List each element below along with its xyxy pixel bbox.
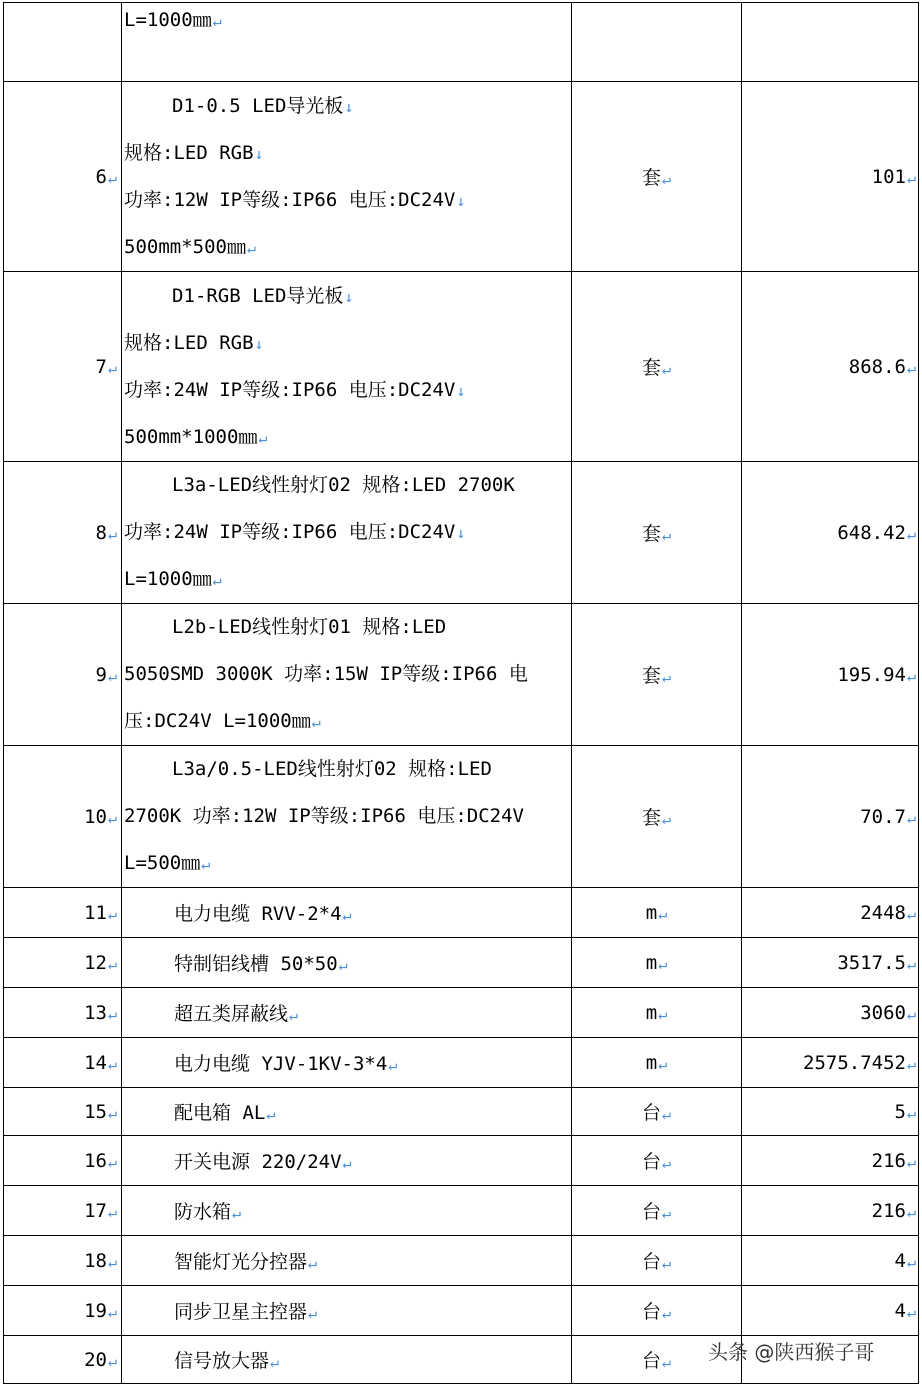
description-line: 同步卫星主控器 — [174, 1301, 308, 1323]
item-quantity: 101↵ — [742, 82, 919, 272]
row-number — [4, 3, 122, 82]
description-line: L=1000㎜ — [124, 568, 212, 590]
materials-table — [3, 2, 919, 1384]
item-unit: 台↵ — [572, 1336, 742, 1384]
item-unit: m↵ — [572, 938, 742, 988]
item-unit: 台↵ — [572, 1186, 742, 1236]
item-description: 开关电源 220/24V↵ — [122, 1136, 572, 1186]
item-quantity: 648.42↵ — [742, 462, 919, 604]
item-quantity: 216↵ — [742, 1136, 919, 1186]
item-quantity — [742, 3, 919, 82]
row-number: 10↵ — [4, 746, 122, 888]
row-number: 13↵ — [4, 988, 122, 1038]
description-line: L3a/0.5-LED线性射灯02 规格:LED — [172, 758, 492, 780]
item-unit: 台↵ — [572, 1236, 742, 1286]
item-description: 同步卫星主控器↵ — [122, 1286, 572, 1336]
row-number: 14↵ — [4, 1038, 122, 1088]
description-line: 配电箱 AL — [174, 1102, 266, 1124]
description-line: 功率:24W IP等级:IP66 电压:DC24V — [124, 521, 456, 543]
table-row — [4, 1286, 919, 1336]
row-number: 19↵ — [4, 1286, 122, 1336]
description-line: 规格:LED RGB — [124, 141, 254, 164]
table-row — [4, 604, 919, 746]
item-quantity: 70.7↵ — [742, 746, 919, 888]
item-description: L=1000㎜↵ — [122, 3, 572, 82]
description-line: 超五类屏蔽线 — [174, 1003, 289, 1025]
item-quantity: 5↵ — [742, 1088, 919, 1136]
item-unit — [572, 3, 742, 82]
row-number: 20↵ — [4, 1336, 122, 1384]
table-row — [4, 82, 919, 272]
item-unit: 套↵ — [572, 272, 742, 462]
item-unit: m↵ — [572, 1038, 742, 1088]
row-number: 9↵ — [4, 604, 122, 746]
item-description: 超五类屏蔽线↵ — [122, 988, 572, 1038]
row-number: 6↵ — [4, 82, 122, 272]
description-line: 开关电源 220/24V — [174, 1151, 342, 1173]
item-description: L3a/0.5-LED线性射灯02 规格:LED 2700K 功率:12W IP等级:IP66 电压:DC24V L=500㎜↵ — [122, 746, 572, 888]
table-row — [4, 462, 919, 604]
item-unit: m↵ — [572, 988, 742, 1038]
item-description: 特制铝线槽 50*50↵ — [122, 938, 572, 988]
item-description: 智能灯光分控器↵ — [122, 1236, 572, 1286]
item-quantity: 195.94↵ — [742, 604, 919, 746]
item-quantity: 868.6↵ — [742, 272, 919, 462]
item-description: 信号放大器↵ — [122, 1336, 572, 1384]
description-line: 功率:24W IP等级:IP66 电压:DC24V — [124, 378, 456, 401]
table-row — [4, 272, 919, 462]
item-unit: 台↵ — [572, 1136, 742, 1186]
item-quantity: 4↵ — [742, 1236, 919, 1286]
item-description: D1-RGB LED导光板↓ 规格:LED RGB↓ 功率:24W IP等级:IP66 电压:DC24V↓ 500mm*1000㎜↵ — [122, 272, 572, 462]
description-line: 规格:LED RGB — [124, 331, 254, 354]
description-line: 500mm*1000㎜ — [124, 425, 258, 448]
item-description: 配电箱 AL↵ — [122, 1088, 572, 1136]
description-line: 信号放大器 — [174, 1350, 270, 1372]
item-description: 电力电缆 RVV-2*4↵ — [122, 888, 572, 938]
row-number: 8↵ — [4, 462, 122, 604]
description-line: D1-0.5 LED导光板 — [172, 94, 344, 117]
description-line: D1-RGB LED导光板 — [172, 284, 344, 307]
description-line: 特制铝线槽 50*50 — [174, 953, 338, 975]
item-quantity: 3517.5↵ — [742, 938, 919, 988]
table-row — [4, 1136, 919, 1186]
table-row — [4, 1186, 919, 1236]
description-line: 防水箱 — [174, 1201, 232, 1223]
item-unit: 套↵ — [572, 746, 742, 888]
item-quantity: 2575.7452↵ — [742, 1038, 919, 1088]
item-unit: 套↵ — [572, 82, 742, 272]
description-line: 功率:12W IP等级:IP66 电压:DC24V — [124, 188, 456, 211]
table-row — [4, 1236, 919, 1286]
description-line: 智能灯光分控器 — [174, 1251, 308, 1273]
table-row — [4, 3, 919, 82]
description-line: L2b-LED线性射灯01 规格:LED — [172, 616, 447, 638]
description-line: L=1000㎜ — [124, 9, 212, 31]
row-number: 17↵ — [4, 1186, 122, 1236]
item-description: L3a-LED线性射灯02 规格:LED 2700K 功率:24W IP等级:IP66 电压:DC24V↓ L=1000㎜↵ — [122, 462, 572, 604]
item-unit: 台↵ — [572, 1286, 742, 1336]
description-line: 500mm*500㎜ — [124, 235, 246, 258]
description-line: L=500㎜ — [124, 852, 201, 874]
description-line: 压:DC24V L=1000㎜ — [124, 710, 311, 732]
table-row — [4, 938, 919, 988]
item-description: D1-0.5 LED导光板↓ 规格:LED RGB↓ 功率:12W IP等级:IP66 电压:DC24V↓ 500mm*500㎜↵ — [122, 82, 572, 272]
row-number: 11↵ — [4, 888, 122, 938]
description-line: 2700K 功率:12W IP等级:IP66 电压:DC24V — [124, 805, 524, 827]
item-description: 防水箱↵ — [122, 1186, 572, 1236]
item-description: 电力电缆 YJV-1KV-3*4↵ — [122, 1038, 572, 1088]
item-quantity: 3060↵ — [742, 988, 919, 1038]
item-quantity: 2448↵ — [742, 888, 919, 938]
table-row — [4, 988, 919, 1038]
watermark: 头条 @陕西猴子哥 — [708, 1340, 875, 1364]
item-unit: 套↵ — [572, 604, 742, 746]
row-number: 16↵ — [4, 1136, 122, 1186]
item-unit: m↵ — [572, 888, 742, 938]
table-row — [4, 1088, 919, 1136]
table-row — [4, 746, 919, 888]
row-number: 12↵ — [4, 938, 122, 988]
table-row — [4, 1038, 919, 1088]
item-quantity: 4↵ — [742, 1286, 919, 1336]
row-number: 18↵ — [4, 1236, 122, 1286]
description-line: 5050SMD 3000K 功率:15W IP等级:IP66 电 — [124, 663, 528, 685]
description-line: 电力电缆 RVV-2*4 — [174, 903, 342, 925]
item-description: L2b-LED线性射灯01 规格:LED 5050SMD 3000K 功率:15W IP等级:IP66 电 压:DC24V L=1000㎜↵ — [122, 604, 572, 746]
item-unit: 台↵ — [572, 1088, 742, 1136]
description-line: 电力电缆 YJV-1KV-3*4 — [174, 1053, 388, 1075]
item-unit: 套↵ — [572, 462, 742, 604]
row-number: 15↵ — [4, 1088, 122, 1136]
description-line: L3a-LED线性射灯02 规格:LED 2700K — [172, 474, 515, 496]
row-number: 7↵ — [4, 272, 122, 462]
table-row — [4, 888, 919, 938]
item-quantity: 216↵ — [742, 1186, 919, 1236]
